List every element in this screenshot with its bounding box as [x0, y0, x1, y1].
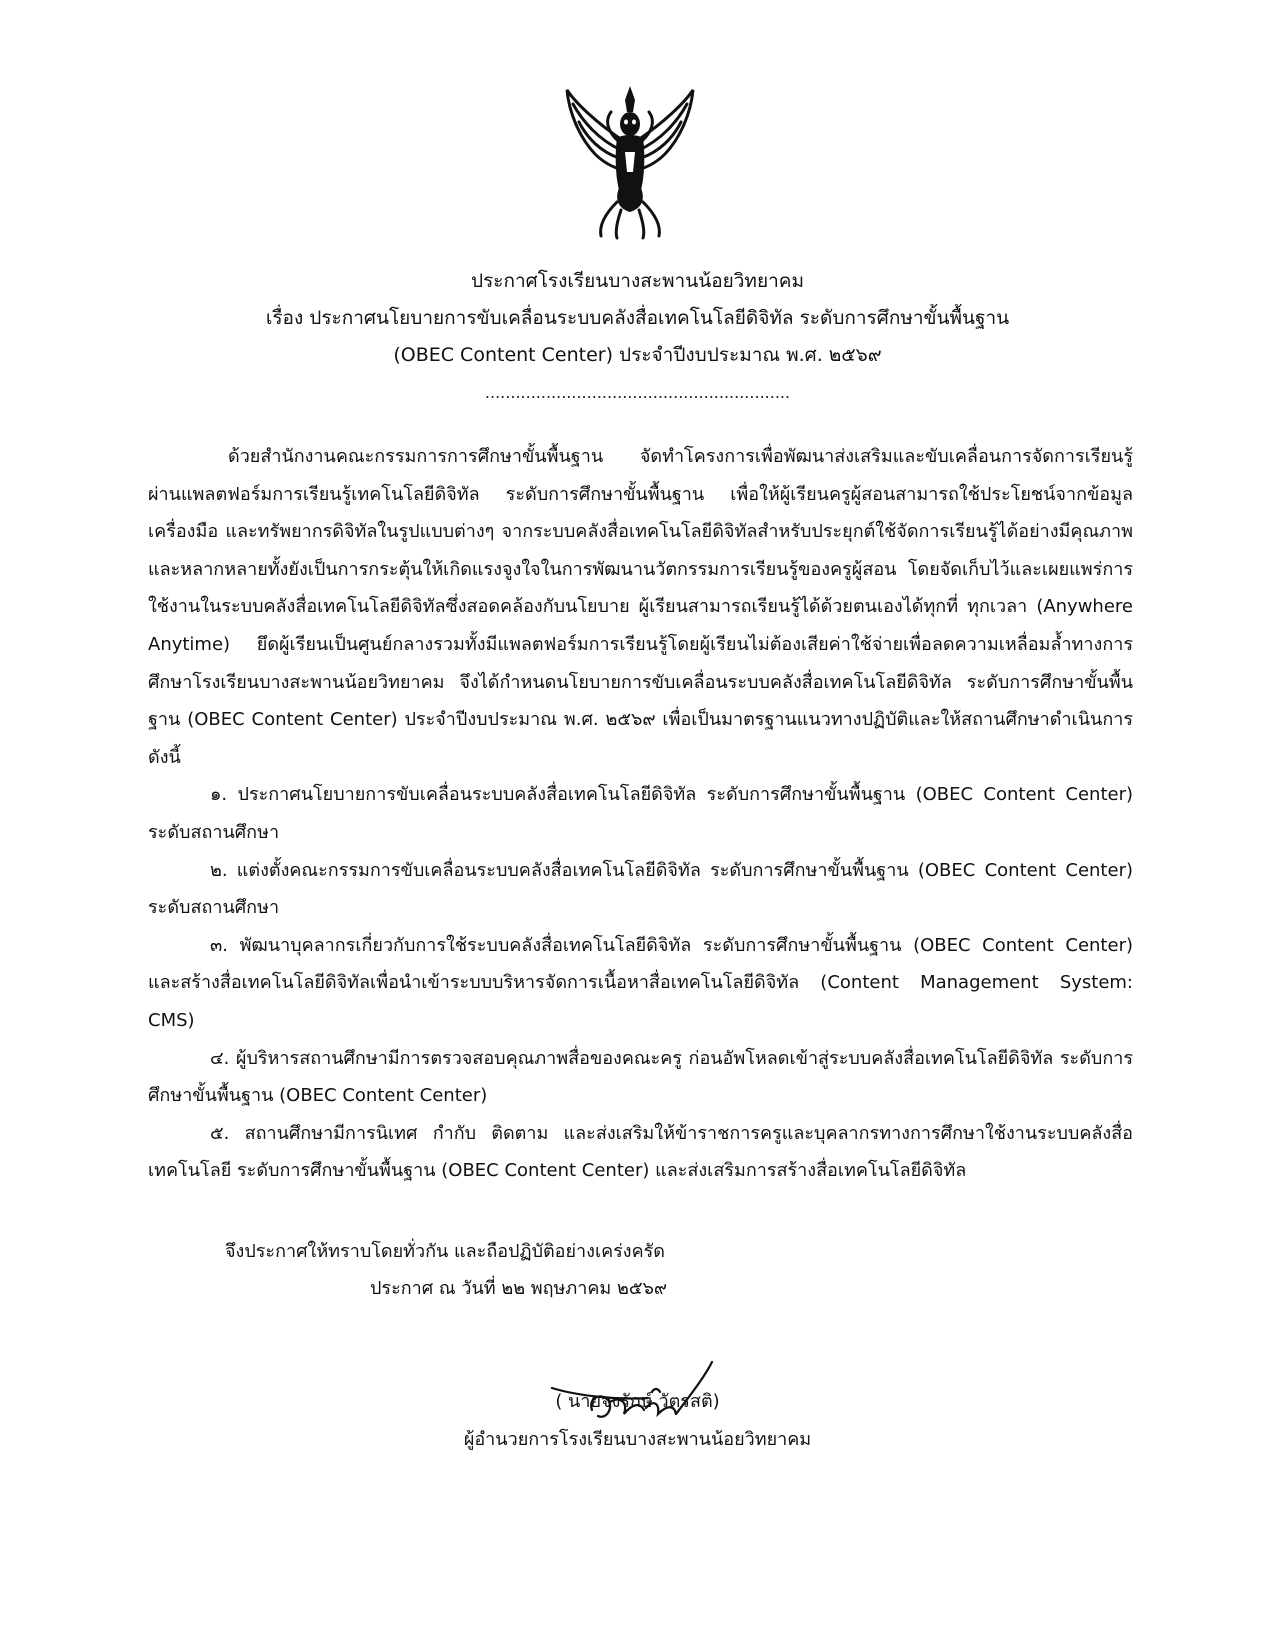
garuda-emblem-icon [555, 82, 705, 242]
header-divider: ............................................................ [484, 383, 791, 402]
announcement-body [148, 438, 1133, 1190]
signer-position: ผู้อำนวยการโรงเรียนบางสะพานน้อยวิทยาคม [463, 1429, 812, 1450]
signer-name: ( นายจงรักษ์ วัตรสติ) [555, 1391, 720, 1412]
list-item: ๓. พัฒนาบุคลากรเกี่ยวกับการใช้ระบบคลังสื่อเทคโนโลยีดิจิทัล ระดับการศึกษาขั้นพื้นฐาน (OBEC Content Center) และสร้างสื่อเทคโนโลยีดิจิทัลเพื่อนำเข้าระบบบริหารจัดการเนื้อหาสื่อเทคโนโลยีดิจิทัล (Content Management System: CMS) [148, 934, 1133, 1031]
list-item: ๑. ประกาศนโยบายการขับเคลื่อนระบบคลังสื่อเทคโนโลยีดิจิทัล ระดับการศึกษาขั้นพื้นฐาน (OBEC Content Center) ระดับสถานศึกษา [148, 784, 1133, 843]
announcement-date: ประกาศ ณ วันที่ ๒๒ พฤษภาคม ๒๕๖๙ [370, 1278, 668, 1299]
closing-statement: จึงประกาศให้ทราบโดยทั่วกัน และถือปฏิบัติอย่างเคร่งครัด [225, 1241, 665, 1262]
list-item: ๔. ผู้บริหารสถานศึกษามีการตรวจสอบคุณภาพสื่อของคณะครู ก่อนอัพโหลดเข้าสู่ระบบคลังสื่อเทคโนโลยีดิจิทัล ระดับการศึกษาขั้นพื้นฐาน (OBEC Content Center) [148, 1047, 1133, 1107]
list-item: ๕. สถานศึกษามีการนิเทศ กำกับ ติดตาม และส่งเสริมให้ข้าราชการครูและบุคลากรทางการศึกษาใช้งานระบบคลังสื่อเทคโนโลยี ระดับการศึกษาขั้นพื้นฐาน (OBEC Content Center) และส่งเสริมการสร้างสื่อเทคโนโลยีดิจิทัล [148, 1122, 1133, 1182]
header-subject: เรื่อง ประกาศนโยบายการขับเคลื่อนระบบคลังสื่อเทคโนโลยีดิจิทัล ระดับการศึกษาขั้นพื้นฐาน [265, 307, 1010, 329]
list-item: ๒. แต่งตั้งคณะกรรมการขับเคลื่อนระบบคลังสื่อเทคโนโลยีดิจิทัล ระดับการศึกษาขั้นพื้นฐาน (OBEC Content Center) ระดับสถานศึกษา [148, 859, 1133, 919]
intro-paragraph: ด้วยสำนักงานคณะกรรมการการศึกษาขั้นพื้นฐาน จัดทำโครงการเพื่อพัฒนาส่งเสริมและขับเคลื่อนการจัดการเรียนรู้ผ่านแพลตฟอร์มการเรียนรู้เทคโนโลยีดิจิทัล ระดับการศึกษาขั้นพื้นฐาน เพื่อให้ผู้เรียนครูผู้สอนสามารถใช้ประโยชน์จากข้อมูลเครื่องมือ และทรัพยากรดิจิทัลในรูปแบบต่างๆ จากระบบคลังสื่อเทคโนโลยีดิจิทัลสำหรับประยุกต์ใช้จัดการเรียนรู้ได้อย่างมีคุณภาพและหลากหลายทั้งยังเป็นการกระตุ้นให้เกิดแรงจูงใจในการพัฒนานวัตกรรมการเรียนรู้ของครูผู้สอน โดยจัดเก็บไว้และเผยแพร่การใช้งานในระบบคลังสื่อเทคโนโลยีดิจิทัลซึ่งสอดคล้องกับนโยบาย ผู้เรียนสามารถเรียนรู้ได้ด้วยตนเองได้ทุกที่ ทุกเวลา (Anywhere Anytime) ยึดผู้เรียนเป็นศูนย์กลางรวมทั้งมีแพลตฟอร์มการเรียนรู้โดยผู้เรียนไม่ต้องเสียค่าใช้จ่ายเพื่อลดความเหลื่อมล้ำทางการศึกษาโรงเรียนบางสะพานน้อยวิทยาคม จึงได้กำหนดนโยบายการขับเคลื่อนระบบคลังสื่อเทคโนโลยีดิจิทัล ระดับการศึกษาขั้นพื้นฐาน (OBEC Content Center) ประจำปีงบประมาณ พ.ศ. ๒๕๖๙ เพื่อเป็นมาตรฐานแนวทางปฏิบัติและให้สถานศึกษาดำเนินการ ดังนี้ [148, 446, 1133, 768]
header-title: ประกาศโรงเรียนบางสะพานน้อยวิทยาคม [471, 270, 804, 292]
header-subject-continued: (OBEC Content Center) ประจำปีงบประมาณ พ.ศ. ๒๕๖๙ [393, 344, 882, 366]
